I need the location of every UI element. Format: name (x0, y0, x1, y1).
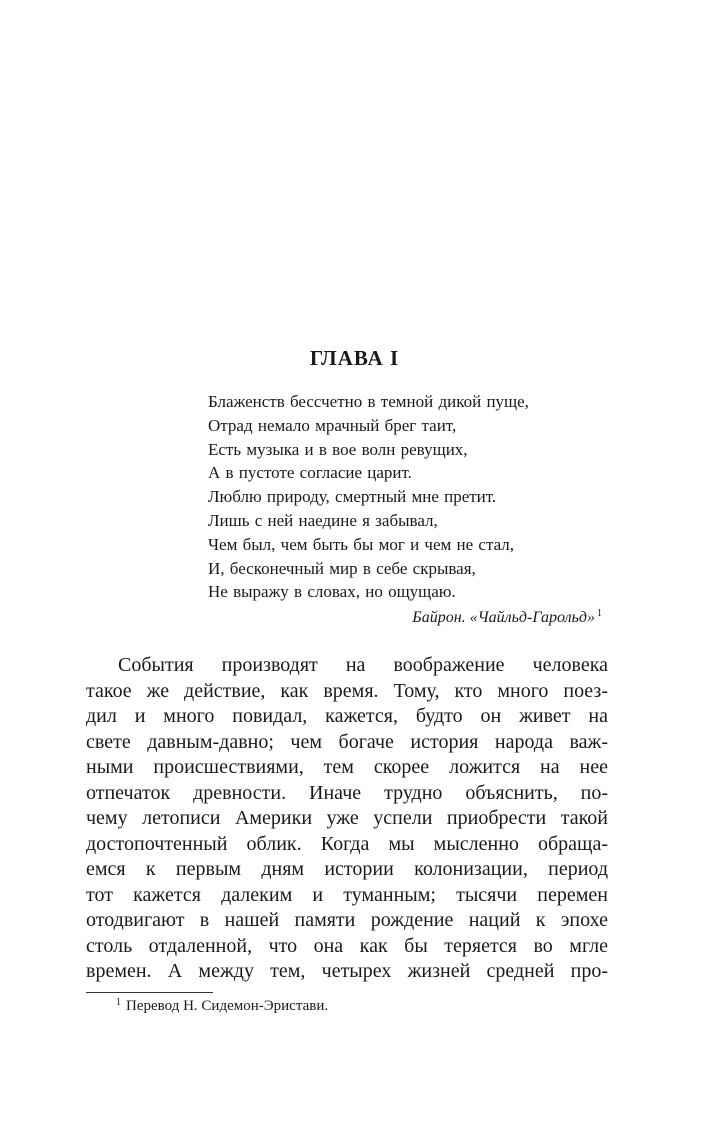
epigraph-attribution (208, 608, 602, 627)
epigraph (208, 390, 602, 627)
body-line: События производят на воображение человека (118, 654, 608, 676)
attribution-text: Байрон. «Чайльд-Гарольд» (412, 609, 595, 627)
footnote-reference[interactable]: 1 (597, 608, 602, 620)
epigraph-line: Блаженств бессчетно в темной дикой пуще, (208, 392, 529, 411)
chapter-title: ГЛАВА I (309, 346, 400, 370)
epigraph-line: Отрад немало мрачный брег таит, (208, 415, 457, 435)
body-paragraph (86, 653, 608, 985)
body-line: свете давным-давно; чем богаче история народа важ- (86, 730, 608, 753)
footnote (116, 997, 328, 1015)
epigraph-line: Люблю природу, смертный мне претит. (208, 487, 497, 507)
body-line: времен. А между тем, четырех жизней средней про- (86, 960, 608, 982)
body-line: емся к первым дням истории колонизации, период (86, 858, 608, 880)
epigraph-line: И, бесконечный мир в себе скрывая, (208, 558, 476, 578)
epigraph-line: Не выражу в словах, но ощущаю. (208, 582, 456, 602)
body-line: ными происшествиями, тем скорее ложится на нее (86, 756, 608, 778)
body-line: тот кажется далеким и туманным; тысячи перемен (86, 883, 608, 906)
epigraph-line: Есть музыка и в вое волн ревущих, (208, 439, 468, 459)
body-line: чему летописи Америки уже успели приобрести такой (86, 807, 608, 829)
footnote-number: 1 (116, 997, 121, 1008)
body-line: дил и много повидал, кажется, будто он живет на (86, 705, 608, 727)
epigraph-line: Чем был, чем быть бы мог и чем не стал, (208, 534, 515, 554)
body-line: такое же действие, как время. Тому, кто много поез- (86, 679, 608, 702)
epigraph-line: Лишь с ней наедине я забывал, (208, 510, 438, 530)
body-line: отпечаток древности. Иначе трудно объяснить, по- (86, 781, 608, 804)
footnote-text: Перевод Н. Сидемон-Эристави. (126, 998, 329, 1014)
body-line: отодвигают в нашей памяти рождение наций к эпохе (86, 909, 608, 931)
body-line: столь отдаленной, что она как бы теряется во мгле (86, 934, 608, 957)
epigraph-line: А в пустоте согласие царит. (208, 463, 412, 483)
body-line: достопочтенный облик. Когда мы мысленно обраща- (86, 832, 608, 855)
footnote-divider (86, 992, 213, 993)
